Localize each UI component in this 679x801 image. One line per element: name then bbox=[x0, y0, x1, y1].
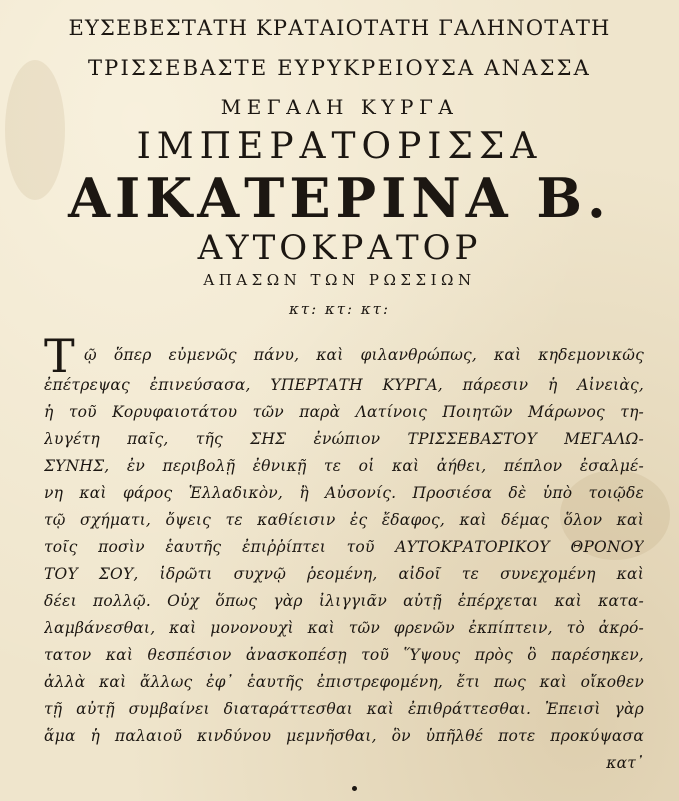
heading-line-7: ΑΠΑΣΩΝ ΤΩΝ ΡΩΣΣΙΩΝ bbox=[203, 271, 476, 289]
body-line: ἐπέτρεψας ἐπινεύσασα, ΥΠΕΡΤΑΤΗ ΚΥΡΓΑ, πάρεσιν ἡ Αἰνειὰς, bbox=[44, 376, 644, 394]
drop-cap: Τ bbox=[44, 329, 75, 383]
heading-line-1: ΕΥΣΕΒΕΣΤΑΤΗ ΚΡΑΤΑΙΟΤΑΤΗ ΓΑΛΗΝΟΤΑΤΗ bbox=[68, 16, 611, 40]
heading-name-aikaterina: ΑΙΚΑΤΕΡΙΝΑ Β. bbox=[68, 166, 611, 230]
heading-line-2: ΤΡΙΣΣΕΒΑΣΤΕ ΕΥΡΥΚΡΕΙΟΥΣΑ ΑΝΑΣΣΑ bbox=[87, 56, 592, 80]
body-line: ἅμα ἡ παλαιοῦ κινδύνου μεμνῆσθαι, ὃν ὑπῆλθέ ποτε προκύψασα bbox=[44, 727, 644, 745]
body-line: τῇ αὐτῇ συμβαίνει διαταράττεσθαι καὶ ἐπιθράττεσθαι. Ἐπεισὶ γὰρ bbox=[44, 700, 644, 718]
body-line: ἡ τοῦ Κορυφαιοτάτου τῶν παρὰ Λατίνοις Ποιητῶν Μάρωνος τη- bbox=[44, 403, 644, 421]
body-line: τοῖς ποσὶν ἑαυτῆς ἐπιῤῥίπτει τοῦ ΑΥΤΟΚΡΑΤΟΡΙΚΟΥ ΘΡΟΝΟΥ bbox=[44, 538, 644, 556]
heading-autokrator: ΑΥΤΟΚΡΑΤΟΡ bbox=[197, 228, 482, 268]
body-line: ῷ ὅπερ εὐμενῶς πάνυ, καὶ φιλανθρώπως, καὶ κηδεμονικῶς bbox=[84, 346, 644, 364]
body-line: λυγέτη παῖς, τῆς ΣΗΣ ἐνώπιον ΤΡΙΣΣΕΒΑΣΤΟΥ ΜΕΓΑΛΩ- bbox=[44, 430, 644, 448]
body-line: ΤΟΥ ΣΟΥ, ἱδρῶτι συχνῷ ῥεομένη, αἰδοῖ τε συνεχομένη καὶ bbox=[44, 565, 644, 583]
body-line: τῷ σχήματι, ὄψεις τε καθίεισιν ἐς ἔδαφος, καὶ δέμας ὅλον καὶ bbox=[44, 511, 644, 529]
heading-title-imperatorissa: ΙΜΠΕΡΑΤΟΡΙΣΣΑ bbox=[136, 126, 543, 167]
body-line: δέει πολλῷ. Οὐχ ὅπως γὰρ ἰλιγγιᾶν αὐτῇ ἐπέρχεται καὶ κατα- bbox=[44, 592, 644, 610]
body-line: λαμβάνεσθαι, καὶ μονονουχὶ καὶ τῶν φρενῶν ἐκπίπτειν, τὸ ἀκρό- bbox=[44, 619, 644, 637]
body-line: ἀλλὰ καὶ ἄλλως ἐφ᾽ ἑαυτῆς ἐπιστρεφομένη, ἔτι πως καὶ οἴκοθεν bbox=[44, 673, 644, 691]
catchword: κατ᾽ bbox=[606, 754, 644, 772]
body-line: τατον καὶ θεσπέσιον ἀνασκοπέσῃ τοῦ Ὕψους πρὸς ὃ παρέσηκεν, bbox=[44, 646, 644, 664]
footer-ornament-dot bbox=[352, 786, 357, 791]
heading-line-3: ΜΕΓΑΛΗ ΚΥΡΓΑ bbox=[220, 95, 459, 119]
body-paragraph bbox=[44, 338, 644, 777]
body-line: νη καὶ φάρος Ἑλλαδικὸν, ἢ Αὐσονίς. Προσιέσα δὲ ὑπὸ τοιῷδε bbox=[44, 484, 644, 502]
body-line: ΣΥΝΗΣ, ἐν περιβολῇ ἐθνικῇ τε οἱ καὶ ἀήθει, πέπλον ἐσαλμέ- bbox=[44, 457, 644, 475]
heading-etc: κτ: κτ: κτ: bbox=[288, 300, 391, 318]
